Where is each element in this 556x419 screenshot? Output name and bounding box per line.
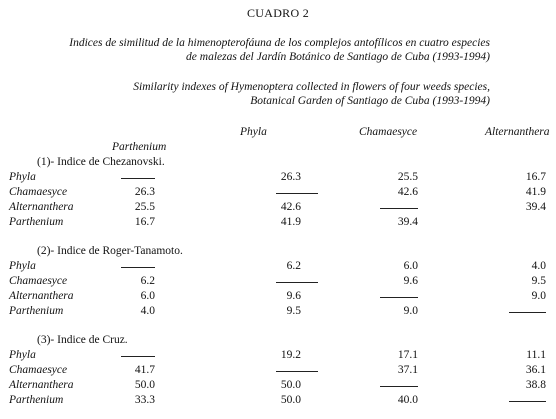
table-row bbox=[0, 275, 556, 288]
empty-cell-dash bbox=[121, 178, 155, 179]
row-label: Phyla bbox=[9, 171, 36, 183]
row-label: Chamaesyce bbox=[9, 275, 68, 287]
table-row bbox=[0, 349, 556, 362]
row-label: Phyla bbox=[9, 349, 36, 361]
table-row bbox=[0, 171, 556, 184]
row-label: Phyla bbox=[9, 260, 36, 272]
section-heading: (3)- Indice de Cruz. bbox=[37, 334, 128, 346]
row-label: Chamaesyce bbox=[9, 364, 68, 376]
table-cell: 4.0 bbox=[531, 260, 546, 272]
table-cell: 42.6 bbox=[397, 186, 418, 198]
row-label: Parthenium bbox=[9, 394, 64, 406]
empty-cell-dash bbox=[509, 401, 546, 402]
empty-cell-dash bbox=[509, 312, 546, 313]
table-row bbox=[0, 201, 556, 214]
table-cell: 11.1 bbox=[526, 349, 546, 361]
table-cell: 19.2 bbox=[280, 349, 301, 361]
column-header-parthenium: Parthenium bbox=[112, 141, 167, 153]
table-cell: 50.0 bbox=[134, 379, 155, 391]
empty-cell-dash bbox=[121, 356, 155, 357]
table-cell: 6.2 bbox=[286, 260, 301, 272]
empty-cell-dash bbox=[276, 282, 318, 283]
table-cell: 17.1 bbox=[397, 349, 418, 361]
table-row bbox=[0, 290, 556, 303]
row-label: Chamaesyce bbox=[9, 186, 68, 198]
table-cell: 36.1 bbox=[525, 364, 546, 376]
table-cell: 25.5 bbox=[134, 201, 155, 213]
row-label: Alternanthera bbox=[9, 201, 74, 213]
table-cell: 9.5 bbox=[286, 305, 301, 317]
empty-cell-dash bbox=[380, 386, 418, 387]
table-cell: 33.3 bbox=[134, 394, 155, 406]
table-cell: 42.6 bbox=[280, 201, 301, 213]
table-cell: 40.0 bbox=[397, 394, 418, 406]
table-row bbox=[0, 364, 556, 377]
table-cell: 50.0 bbox=[280, 379, 301, 391]
row-label: Alternanthera bbox=[9, 290, 74, 302]
table-row bbox=[0, 305, 556, 318]
table-row bbox=[0, 260, 556, 273]
section-heading: (2)- Indice de Roger-Tanamoto. bbox=[37, 245, 183, 257]
caption-english-line-2: Botanical Garden of Santiago de Cuba (1993-1994) bbox=[250, 95, 490, 107]
table-cell: 39.4 bbox=[397, 216, 418, 228]
table-cell: 41.9 bbox=[525, 186, 546, 198]
table-cell: 9.6 bbox=[403, 275, 418, 287]
table-cell: 25.5 bbox=[397, 171, 418, 183]
table-cell: 26.3 bbox=[280, 171, 301, 183]
table-row bbox=[0, 186, 556, 199]
column-header-chamaesyce: Chamaesyce bbox=[359, 126, 418, 138]
empty-cell-dash bbox=[121, 267, 155, 268]
table-cell: 39.4 bbox=[525, 201, 546, 213]
table-cell: 37.1 bbox=[397, 364, 418, 376]
column-header-phyla: Phyla bbox=[240, 126, 267, 138]
table-cell: 9.6 bbox=[286, 290, 301, 302]
empty-cell-dash bbox=[276, 371, 318, 372]
table-row bbox=[0, 379, 556, 392]
table-cell: 38.8 bbox=[525, 379, 546, 391]
table-cell: 9.0 bbox=[531, 290, 546, 302]
table-title: CUADRO 2 bbox=[246, 6, 310, 20]
caption-spanish-line-2: de malezas del Jardín Botánico de Santiago de Cuba (1993-1994) bbox=[186, 51, 490, 63]
column-header-alternanthera: Alternanthera bbox=[485, 126, 550, 138]
table-cell: 50.0 bbox=[280, 394, 301, 406]
empty-cell-dash bbox=[276, 193, 318, 194]
table-cell: 26.3 bbox=[134, 186, 155, 198]
table-row bbox=[0, 394, 556, 407]
table-cell: 9.5 bbox=[531, 275, 546, 287]
empty-cell-dash bbox=[380, 208, 418, 209]
table-cell: 6.0 bbox=[140, 290, 155, 302]
empty-cell-dash bbox=[380, 297, 418, 298]
table-cell: 16.7 bbox=[134, 216, 155, 228]
table-cell: 6.2 bbox=[140, 275, 155, 287]
table-cell: 41.9 bbox=[280, 216, 301, 228]
caption-english-line-1: Similarity indexes of Hymenoptera collected in flowers of four weeds species, bbox=[133, 81, 490, 93]
row-label: Parthenium bbox=[9, 305, 64, 317]
table-cell: 4.0 bbox=[140, 305, 155, 317]
row-label: Alternanthera bbox=[9, 379, 74, 391]
row-label: Parthenium bbox=[9, 216, 64, 228]
table-cell: 6.0 bbox=[403, 260, 418, 272]
table-row bbox=[0, 216, 556, 229]
table-cell: 9.0 bbox=[403, 305, 418, 317]
table-cell: 16.7 bbox=[525, 171, 546, 183]
caption-spanish-line-1: Indices de similitud de la himenopterofáuna de los complejos antofílicos en cuatro especies bbox=[69, 37, 490, 49]
section-heading: (1)- Indice de Chezanovski. bbox=[37, 156, 165, 168]
table-cell: 41.7 bbox=[134, 364, 155, 376]
